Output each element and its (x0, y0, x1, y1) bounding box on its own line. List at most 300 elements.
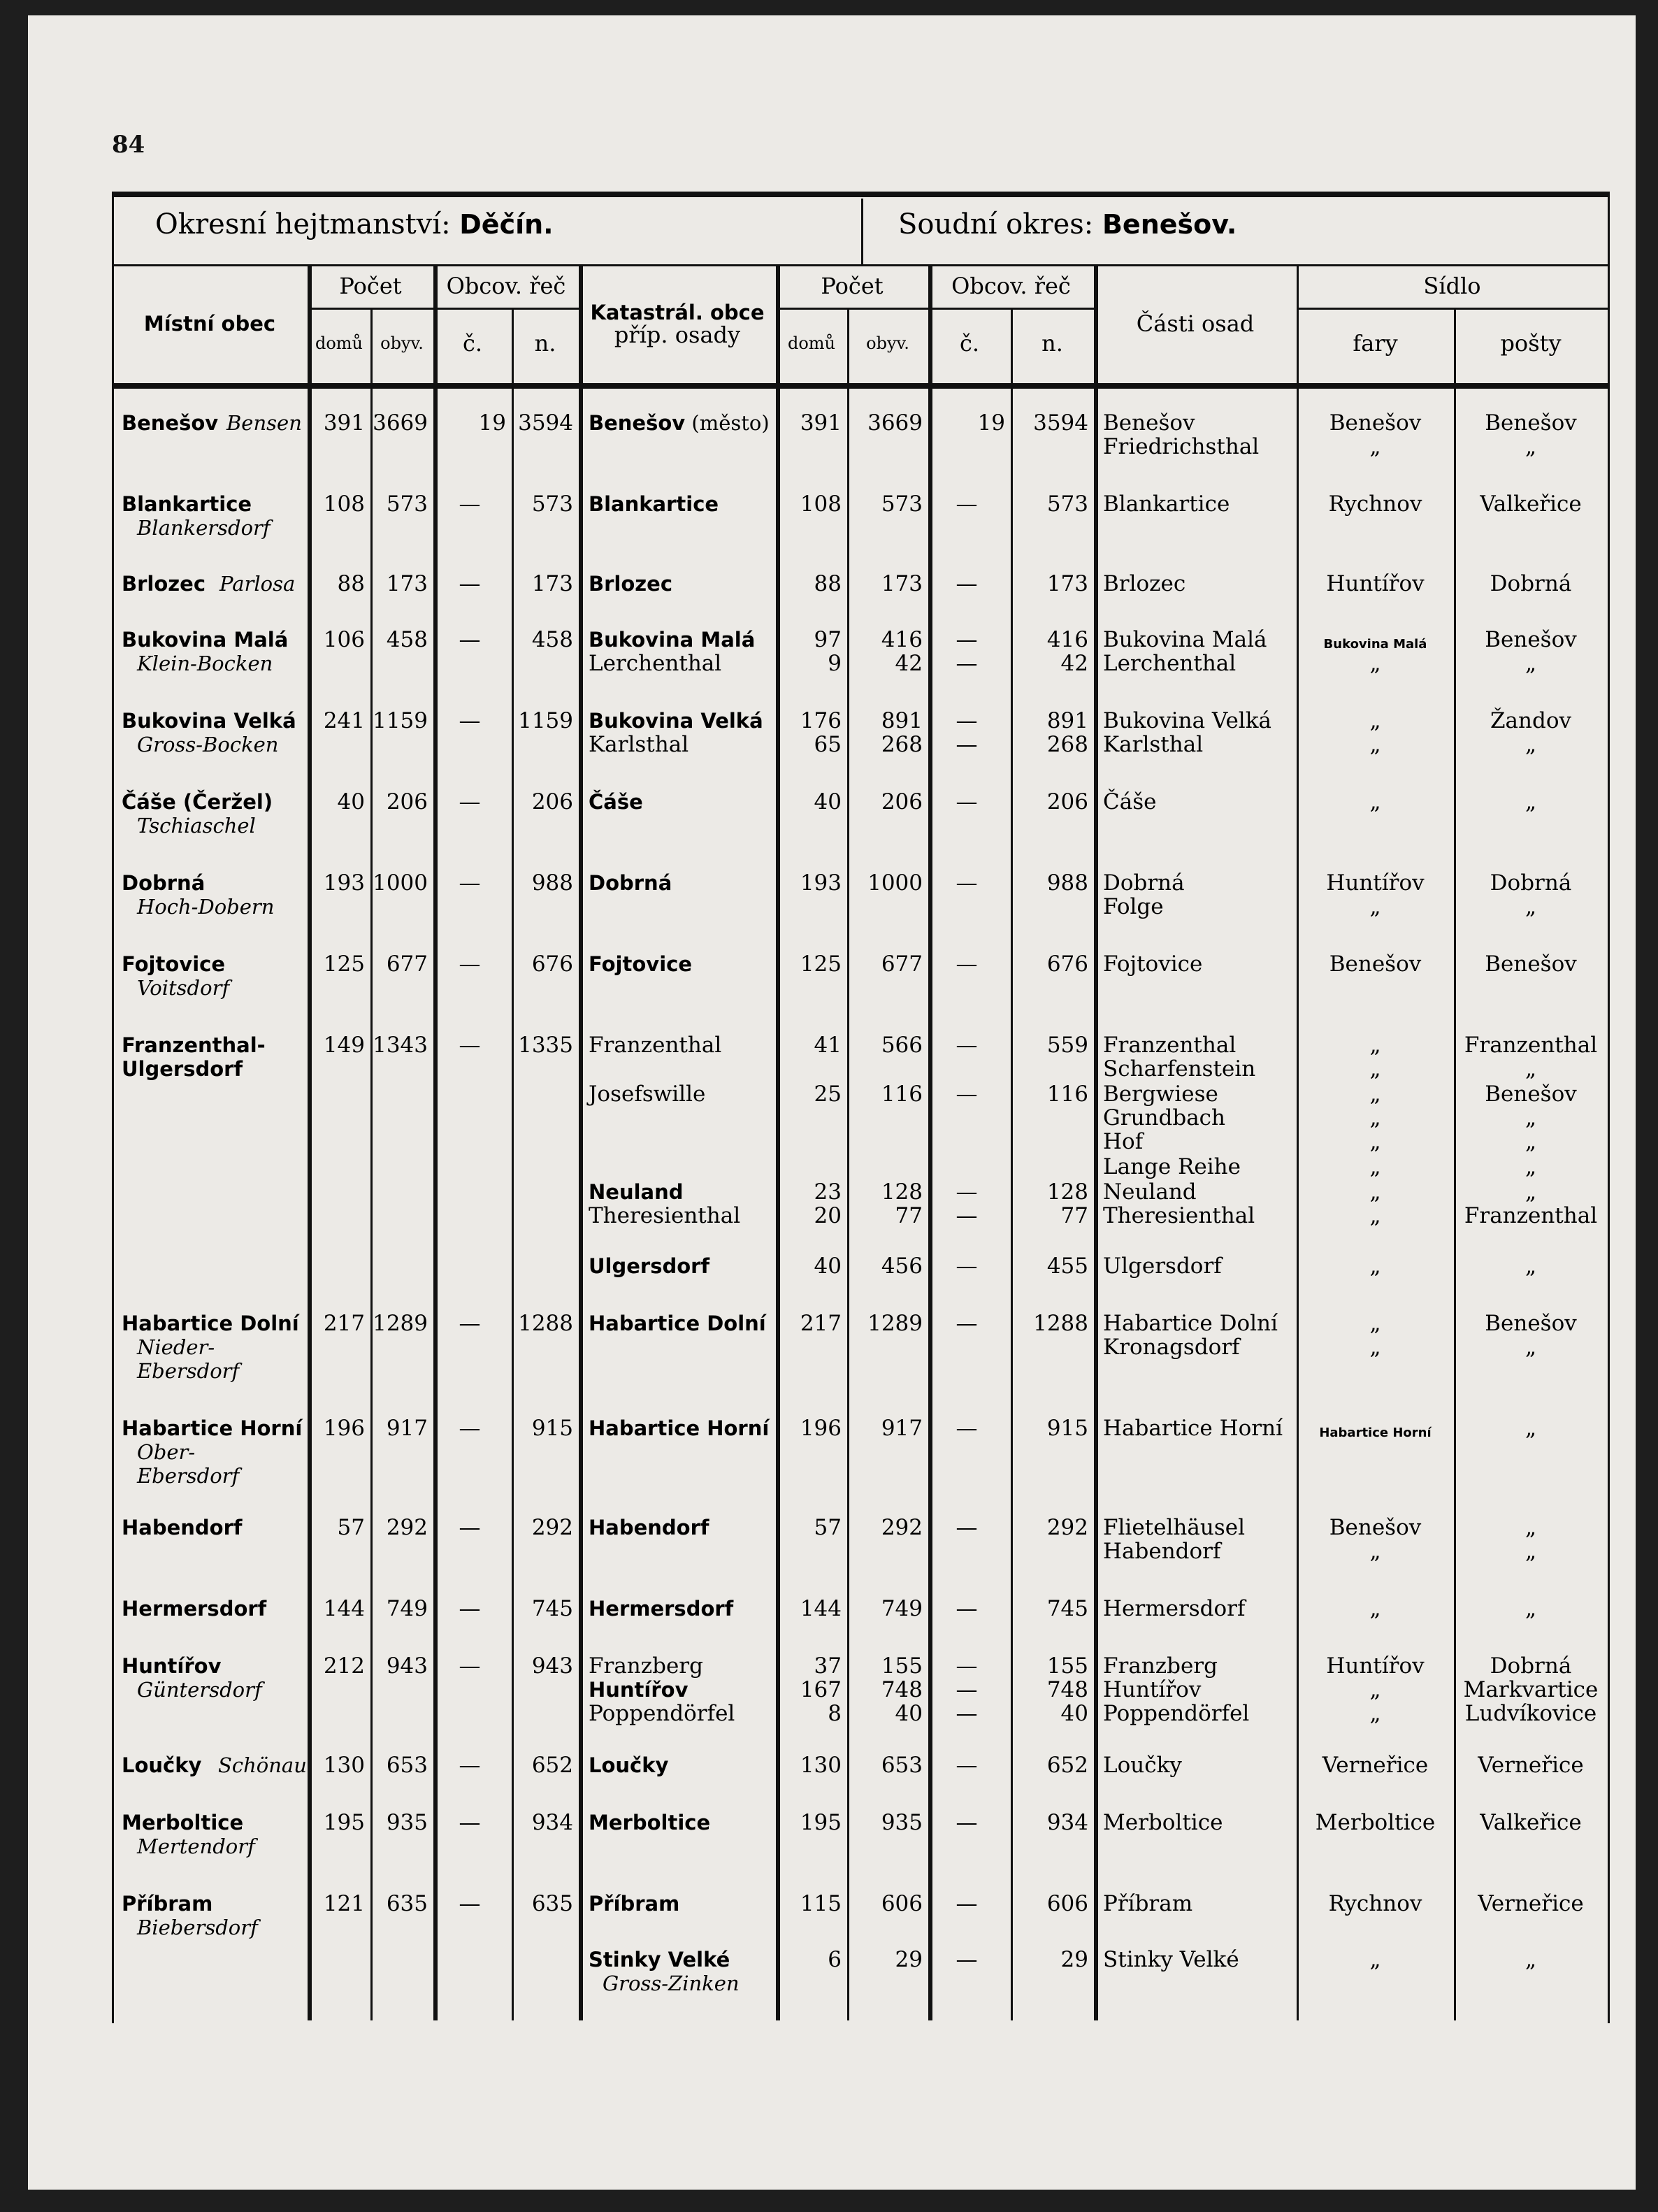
cadastral-german-speakers: 934 (1046, 1810, 1088, 1835)
municipality-german-speakers: 943 (531, 1653, 573, 1679)
post-office-seat: „ (1524, 1539, 1537, 1564)
post-office-seat: „ (1524, 434, 1537, 459)
cadastral-czech-speakers: — (956, 1515, 978, 1540)
cadastral-name: Lerchenthal (589, 651, 722, 676)
municipality-houses: 108 (323, 491, 365, 517)
cadastral-population: 1289 (867, 1311, 923, 1336)
cadastral-czech-speakers: — (956, 571, 978, 596)
post-office-seat: Valkeřice (1480, 491, 1582, 517)
municipality-population: 458 (386, 627, 428, 652)
cadastral-german-speakers: 128 (1046, 1179, 1088, 1205)
cadastral-czech-speakers: — (956, 1203, 978, 1228)
parish-seat: „ (1369, 1701, 1381, 1726)
municipality-population: 206 (386, 789, 428, 814)
cadastral-czech-speakers: — (956, 1179, 978, 1205)
municipality-name: Příbram (122, 1892, 213, 1916)
post-office-seat: Dobrná (1490, 571, 1572, 596)
post-office-seat: Žandov (1490, 708, 1571, 733)
parish-seat: „ (1369, 1335, 1381, 1360)
settlement-name: Benešov (1103, 410, 1195, 436)
cadastral-czech-speakers: — (956, 1033, 978, 1058)
post-office-seat: „ (1524, 789, 1537, 814)
settlement-name: Hermersdorf (1103, 1596, 1246, 1621)
municipality-czech-speakers: — (459, 1515, 481, 1540)
post-office-seat: „ (1524, 732, 1537, 757)
parish-seat: „ (1369, 1105, 1381, 1130)
municipality-population: 943 (386, 1653, 428, 1679)
municipality-german-name: Ebersdorf (137, 1359, 240, 1383)
municipality-czech-speakers: — (459, 1891, 481, 1916)
settlement-name: Ulgersdorf (1103, 1254, 1222, 1279)
cadastral-name: Stinky Velké (589, 1948, 730, 1972)
municipality-czech-speakers: — (459, 491, 481, 517)
settlement-name: Folge (1103, 894, 1164, 919)
post-office-seat: „ (1524, 1335, 1537, 1360)
settlement-name: Habartice Dolní (1103, 1311, 1278, 1336)
cadastral-name: Josefswille (589, 1082, 706, 1107)
municipality-houses: 106 (323, 627, 365, 652)
parish-seat: „ (1369, 1033, 1381, 1058)
right-border (1608, 192, 1610, 2023)
cadastral-houses: 25 (814, 1082, 842, 1107)
municipality-population: 3669 (373, 410, 428, 436)
cadastral-czech-speakers: — (956, 1891, 978, 1916)
cadastral-name: Dobrná (589, 871, 672, 895)
settlement-name: Franzberg (1103, 1653, 1218, 1679)
cadastral-name: Habendorf (589, 1516, 709, 1539)
cadastral-czech-speakers: — (956, 1947, 978, 1972)
municipality-name: Čáše (Čeržel) (122, 790, 273, 814)
post-office-seat: „ (1524, 1947, 1537, 1972)
municipality-german-speakers: 458 (531, 627, 573, 652)
municipality-name: Bukovina Velká (122, 709, 296, 733)
municipality-name: Franzenthal- (122, 1033, 266, 1057)
parish-seat: Benešov (1329, 951, 1422, 977)
settlement-name: Theresienthal (1103, 1203, 1255, 1228)
municipality-name: Bukovina Malá (122, 628, 289, 652)
cadastral-german-speakers: 268 (1046, 732, 1088, 757)
municipality-german-name: Parlosa (219, 572, 296, 596)
municipality-german-speakers: 1288 (518, 1311, 573, 1336)
municipality-czech-speakers: — (459, 951, 481, 977)
cadastral-czech-speakers: — (956, 651, 978, 676)
settlement-name: Karlsthal (1103, 732, 1204, 757)
parish-seat: „ (1369, 434, 1381, 459)
municipality-name: Habendorf (122, 1516, 243, 1539)
municipality-name: Loučky (122, 1753, 202, 1777)
parish-seat: „ (1369, 1082, 1381, 1107)
municipality-czech-speakers: — (459, 1596, 481, 1621)
post-office-seat: „ (1524, 1129, 1537, 1154)
municipality-houses: 195 (323, 1810, 365, 1835)
post-office-seat: Franzenthal (1464, 1203, 1598, 1228)
municipality-population: 573 (386, 491, 428, 517)
municipality-houses: 212 (323, 1653, 365, 1679)
cadastral-population: 268 (881, 732, 923, 757)
municipality-population: 292 (386, 1515, 428, 1540)
cadastral-czech-speakers: 19 (977, 410, 1005, 436)
cadastral-houses: 217 (800, 1311, 842, 1336)
settlement-name: Huntířov (1103, 1677, 1202, 1702)
post-office-seat: „ (1524, 1515, 1537, 1540)
header-c: č. (462, 330, 483, 357)
municipality-german-speakers: 3594 (518, 410, 573, 436)
municipality-population: 1343 (373, 1033, 428, 1058)
municipality-german-speakers: 635 (531, 1891, 573, 1916)
parish-seat: „ (1369, 1154, 1381, 1179)
post-office-seat: „ (1524, 1154, 1537, 1179)
cadastral-german-speakers: 748 (1046, 1677, 1088, 1702)
cadastral-population: 292 (881, 1515, 923, 1540)
municipality-german-name: Blankersdorf (137, 516, 271, 540)
cadastral-czech-speakers: — (956, 1596, 978, 1621)
cadastral-population: 416 (881, 627, 923, 652)
cadastral-name: Poppendörfel (589, 1701, 735, 1726)
cadastral-czech-speakers: — (956, 732, 978, 757)
cadastral-german-speakers: 1288 (1033, 1311, 1088, 1336)
cadastral-name: Neuland (589, 1180, 684, 1204)
settlement-name: Flietelhäusel (1103, 1515, 1245, 1540)
settlement-name: Bukovina Velká (1103, 708, 1271, 733)
cadastral-name: Theresienthal (589, 1203, 741, 1228)
cadastral-czech-speakers: — (956, 1311, 978, 1336)
cadastral-population: 573 (881, 491, 923, 517)
post-office-seat: „ (1524, 1105, 1537, 1130)
cadastral-german-speakers: 155 (1046, 1653, 1088, 1679)
cadastral-czech-speakers: — (956, 627, 978, 652)
municipality-name: Merboltice (122, 1811, 244, 1834)
cadastral-german-speakers: 173 (1046, 571, 1088, 596)
settlement-name: Poppendörfel (1103, 1701, 1250, 1726)
post-office-seat: „ (1524, 1056, 1537, 1082)
cadastral-houses: 40 (814, 1254, 842, 1279)
cadastral-name: Karlsthal (589, 732, 689, 757)
cadastral-population: 891 (881, 708, 923, 733)
cadastral-houses: 6 (828, 1947, 842, 1972)
municipality-czech-speakers: 19 (478, 410, 506, 436)
municipality-czech-speakers: — (459, 1311, 481, 1336)
cadastral-czech-speakers: — (956, 1254, 978, 1279)
municipality-name: Ulgersdorf (122, 1057, 243, 1081)
cadastral-name: Hermersdorf (589, 1597, 734, 1621)
district-title: Okresní hejtmanství: Děčín. (155, 208, 554, 240)
cadastral-population: 155 (881, 1653, 923, 1679)
cadastral-houses: 391 (800, 410, 842, 436)
settlement-name: Příbram (1103, 1891, 1193, 1916)
post-office-seat: „ (1524, 1179, 1537, 1205)
cadastral-german-speakers: 3594 (1033, 410, 1088, 436)
municipality-german-name: Klein-Bocken (137, 652, 273, 675)
header-pocet-2: Počet (821, 273, 884, 299)
cadastral-czech-speakers: — (956, 870, 978, 896)
parish-seat: „ (1369, 1254, 1381, 1279)
municipality-german-speakers: 1335 (518, 1033, 573, 1058)
parish-seat: „ (1369, 1179, 1381, 1205)
cadastral-name: Blankartice (589, 492, 719, 516)
cadastral-german-speakers: 116 (1046, 1082, 1088, 1107)
municipality-german-speakers: 292 (531, 1515, 573, 1540)
municipality-german-name: Gross-Bocken (137, 733, 279, 756)
cadastral-german-speakers: 29 (1060, 1947, 1088, 1972)
municipality-czech-speakers: — (459, 571, 481, 596)
municipality-german-name: Biebersdorf (137, 1916, 258, 1939)
municipality-name: Dobrná (122, 871, 206, 895)
municipality-german-speakers: 206 (531, 789, 573, 814)
cadastral-czech-speakers: — (956, 1753, 978, 1778)
municipality-german-name: Mertendorf (137, 1834, 255, 1858)
municipality-name: Blankartice (122, 492, 252, 516)
post-office-seat: Verneřice (1478, 1753, 1584, 1778)
municipality-houses: 144 (323, 1596, 365, 1621)
cadastral-german-speakers: 891 (1046, 708, 1088, 733)
cadastral-name: Habartice Dolní (589, 1312, 766, 1335)
cadastral-houses: 144 (800, 1596, 842, 1621)
cadastral-czech-speakers: — (956, 789, 978, 814)
settlement-name: Merboltice (1103, 1810, 1223, 1835)
cadastral-houses: 41 (814, 1033, 842, 1058)
cadastral-population: 606 (881, 1891, 923, 1916)
municipality-name: Huntířov (122, 1654, 222, 1678)
cadastral-german-speakers: 606 (1046, 1891, 1088, 1916)
post-office-seat: Benešov (1485, 627, 1577, 652)
cadastral-population: 566 (881, 1033, 923, 1058)
cadastral-name: Ulgersdorf (589, 1254, 710, 1278)
parish-seat: „ (1369, 1203, 1381, 1228)
cadastral-german-name: Gross-Zinken (603, 1972, 740, 1995)
cadastral-german-speakers: 77 (1060, 1203, 1088, 1228)
parish-seat: „ (1369, 1677, 1381, 1702)
settlement-name: Grundbach (1103, 1105, 1226, 1130)
municipality-german-speakers: 1159 (518, 708, 573, 733)
header-obcov-rec: Obcov. řeč (446, 273, 566, 299)
post-office-seat: Valkeřice (1480, 1810, 1582, 1835)
settlement-name: Scharfenstein (1103, 1056, 1256, 1082)
left-border (112, 192, 114, 2023)
parish-seat: Merboltice (1315, 1810, 1436, 1835)
municipality-german-speakers: 173 (531, 571, 573, 596)
municipality-population: 173 (386, 571, 428, 596)
cadastral-population: 206 (881, 789, 923, 814)
cadastral-population: 3669 (867, 410, 923, 436)
municipality-houses: 88 (337, 571, 365, 596)
settlement-name: Habendorf (1103, 1539, 1221, 1564)
post-office-seat: Ludvíkovice (1464, 1701, 1597, 1726)
post-office-seat: „ (1524, 1596, 1537, 1621)
parish-seat: „ (1369, 1129, 1381, 1154)
cadastral-german-speakers: 40 (1060, 1701, 1088, 1726)
page-number: 84 (112, 131, 145, 159)
settlement-name: Franzenthal (1103, 1033, 1237, 1058)
cadastral-houses: 130 (800, 1753, 842, 1778)
cadastral-czech-speakers: — (956, 951, 978, 977)
header-posty: pošty (1500, 330, 1562, 357)
settlement-name: Lerchenthal (1103, 651, 1237, 676)
cadastral-population: 653 (881, 1753, 923, 1778)
parish-seat: Bukovina Malá (1323, 637, 1427, 652)
sidlo-subheader-rule (1297, 308, 1608, 310)
settlement-name: Čáše (1103, 789, 1157, 814)
parish-seat: „ (1369, 894, 1381, 919)
municipality-german-speakers: 676 (531, 951, 573, 977)
cadastral-houses: 167 (800, 1677, 842, 1702)
cadastral-population: 917 (881, 1416, 923, 1441)
parish-seat: Habartice Horní (1319, 1425, 1432, 1440)
cadastral-houses: 57 (814, 1515, 842, 1540)
municipality-population: 749 (386, 1596, 428, 1621)
parish-seat: Huntířov (1326, 870, 1425, 896)
cadastral-czech-speakers: — (956, 1416, 978, 1441)
municipality-houses: 125 (323, 951, 365, 977)
cadastral-german-speakers: 652 (1046, 1753, 1088, 1778)
header-casti-osad: Části osad (1136, 310, 1255, 337)
cadastral-houses: 9 (828, 651, 842, 676)
settlement-name: Dobrná (1103, 870, 1185, 896)
cadastral-houses: 195 (800, 1810, 842, 1835)
header-katastral-obce: Katastrál. obce (590, 301, 765, 324)
cadastral-name: Loučky (589, 1753, 669, 1777)
municipality-czech-speakers: — (459, 1810, 481, 1835)
municipality-german-speakers: 745 (531, 1596, 573, 1621)
municipality-houses: 217 (323, 1311, 365, 1336)
municipality-name: Habartice Horní (122, 1416, 303, 1440)
cadastral-name: Bukovina Malá (589, 628, 756, 652)
municipality-houses: 130 (323, 1753, 365, 1778)
post-office-seat: „ (1524, 894, 1537, 919)
header-pocet: Počet (339, 273, 402, 299)
cadastral-czech-speakers: — (956, 708, 978, 733)
cadastral-houses: 176 (800, 708, 842, 733)
cadastral-german-speakers: 42 (1060, 651, 1088, 676)
municipality-german-name: Schönau (218, 1753, 307, 1777)
header-n-2: n. (1041, 330, 1063, 357)
parish-seat: „ (1369, 1596, 1381, 1621)
municipality-german-name: Hoch-Dobern (137, 895, 275, 919)
municipality-czech-speakers: — (459, 870, 481, 896)
parish-seat: „ (1369, 732, 1381, 757)
cadastral-german-speakers: 745 (1046, 1596, 1088, 1621)
municipality-czech-speakers: — (459, 1753, 481, 1778)
post-office-seat: Benešov (1485, 1311, 1577, 1336)
municipality-houses: 57 (337, 1515, 365, 1540)
parish-seat: Huntířov (1326, 1653, 1425, 1679)
cadastral-houses: 125 (800, 951, 842, 977)
cadastral-czech-speakers: — (956, 1082, 978, 1107)
settlement-name: Neuland (1103, 1179, 1197, 1205)
column-rule-E (579, 266, 583, 2020)
cadastral-name: Bukovina Velká (589, 709, 763, 733)
settlement-name: Loučky (1103, 1753, 1182, 1778)
cadastral-german-speakers: 292 (1046, 1515, 1088, 1540)
pocet-subheader-rule (308, 308, 579, 310)
cadastral-population: 40 (895, 1701, 923, 1726)
municipality-population: 677 (386, 951, 428, 977)
municipality-german-name: Güntersdorf (137, 1678, 262, 1702)
cadastral-houses: 97 (814, 627, 842, 652)
cadastral-houses: 88 (814, 571, 842, 596)
municipality-population: 917 (386, 1416, 428, 1441)
parish-seat: Benešov (1329, 1515, 1422, 1540)
settlement-name: Stinky Velké (1103, 1947, 1239, 1972)
municipality-population: 1159 (373, 708, 428, 733)
header-domu: domů (315, 333, 363, 353)
settlement-name: Bergwiese (1103, 1082, 1218, 1107)
municipality-german-name: Voitsdorf (137, 976, 230, 1000)
municipality-czech-speakers: — (459, 1416, 481, 1441)
settlement-name: Fojtovice (1103, 951, 1203, 977)
settlement-name: Brlozec (1103, 571, 1186, 596)
municipality-german-name: Ebersdorf (137, 1464, 240, 1488)
cadastral-population: 677 (881, 951, 923, 977)
municipality-name: Habartice Dolní (122, 1312, 299, 1335)
header-mistni-obec: Místní obec (143, 312, 276, 336)
municipality-german-speakers: 988 (531, 870, 573, 896)
cadastral-population: 128 (881, 1179, 923, 1205)
parish-seat: „ (1369, 1947, 1381, 1972)
cadastral-czech-speakers: — (956, 1701, 978, 1726)
cadastral-german-speakers: 206 (1046, 789, 1088, 814)
municipality-population: 653 (386, 1753, 428, 1778)
cadastral-czech-speakers: — (956, 1677, 978, 1702)
cadastral-population: 1000 (867, 870, 923, 896)
municipality-german-speakers: 573 (531, 491, 573, 517)
municipality-houses: 149 (323, 1033, 365, 1058)
post-office-seat: Benešov (1485, 1082, 1577, 1107)
post-office-seat: Markvartice (1463, 1677, 1599, 1702)
municipality-german-name: Ober- (137, 1440, 196, 1464)
parish-seat: Huntířov (1326, 571, 1425, 596)
cadastral-name: Čáše (589, 790, 643, 814)
top-rule (112, 192, 1608, 197)
municipality-population: 1289 (373, 1311, 428, 1336)
cadastral-german-speakers: 559 (1046, 1033, 1088, 1058)
settlement-name: Kronagsdorf (1103, 1335, 1240, 1360)
cadastral-german-speakers: 455 (1046, 1254, 1088, 1279)
header-bottom-rule (112, 383, 1608, 389)
post-office-seat: Benešov (1485, 951, 1577, 977)
municipality-houses: 40 (337, 789, 365, 814)
cadastral-name: Huntířov (589, 1678, 689, 1702)
cadastral-german-speakers: 915 (1046, 1416, 1088, 1441)
cadastral-houses: 8 (828, 1701, 842, 1726)
settlement-name: Friedrichsthal (1103, 434, 1260, 459)
header-obyv: obyv. (380, 333, 424, 353)
municipality-german-name: Nieder- (137, 1335, 215, 1359)
municipality-population: 935 (386, 1810, 428, 1835)
header-n: n. (534, 330, 556, 357)
column-rule-J (1094, 266, 1098, 2020)
municipality-german-speakers: 934 (531, 1810, 573, 1835)
cadastral-population: 456 (881, 1254, 923, 1279)
parish-seat: Rychnov (1328, 491, 1422, 517)
cadastral-population: 935 (881, 1810, 923, 1835)
municipality-name: Fojtovice (122, 952, 225, 976)
court-district-title: Soudní okres: Benešov. (898, 208, 1237, 240)
municipality-german-name: Tschiaschel (137, 814, 256, 838)
cadastral-name: Franzenthal (589, 1033, 722, 1058)
municipality-german-name: Bensen (226, 411, 302, 435)
municipality-czech-speakers: — (459, 1653, 481, 1679)
cadastral-houses: 108 (800, 491, 842, 517)
post-office-seat: Dobrná (1490, 870, 1572, 896)
cadastral-houses: 65 (814, 732, 842, 757)
parish-seat: „ (1369, 1311, 1381, 1336)
header-prip-osady: příp. osady (614, 322, 741, 348)
cadastral-name: Franzberg (589, 1653, 703, 1679)
municipality-german-speakers: 915 (531, 1416, 573, 1441)
post-office-seat: Verneřice (1478, 1891, 1584, 1916)
municipality-german-speakers: 652 (531, 1753, 573, 1778)
municipality-houses: 121 (323, 1891, 365, 1916)
